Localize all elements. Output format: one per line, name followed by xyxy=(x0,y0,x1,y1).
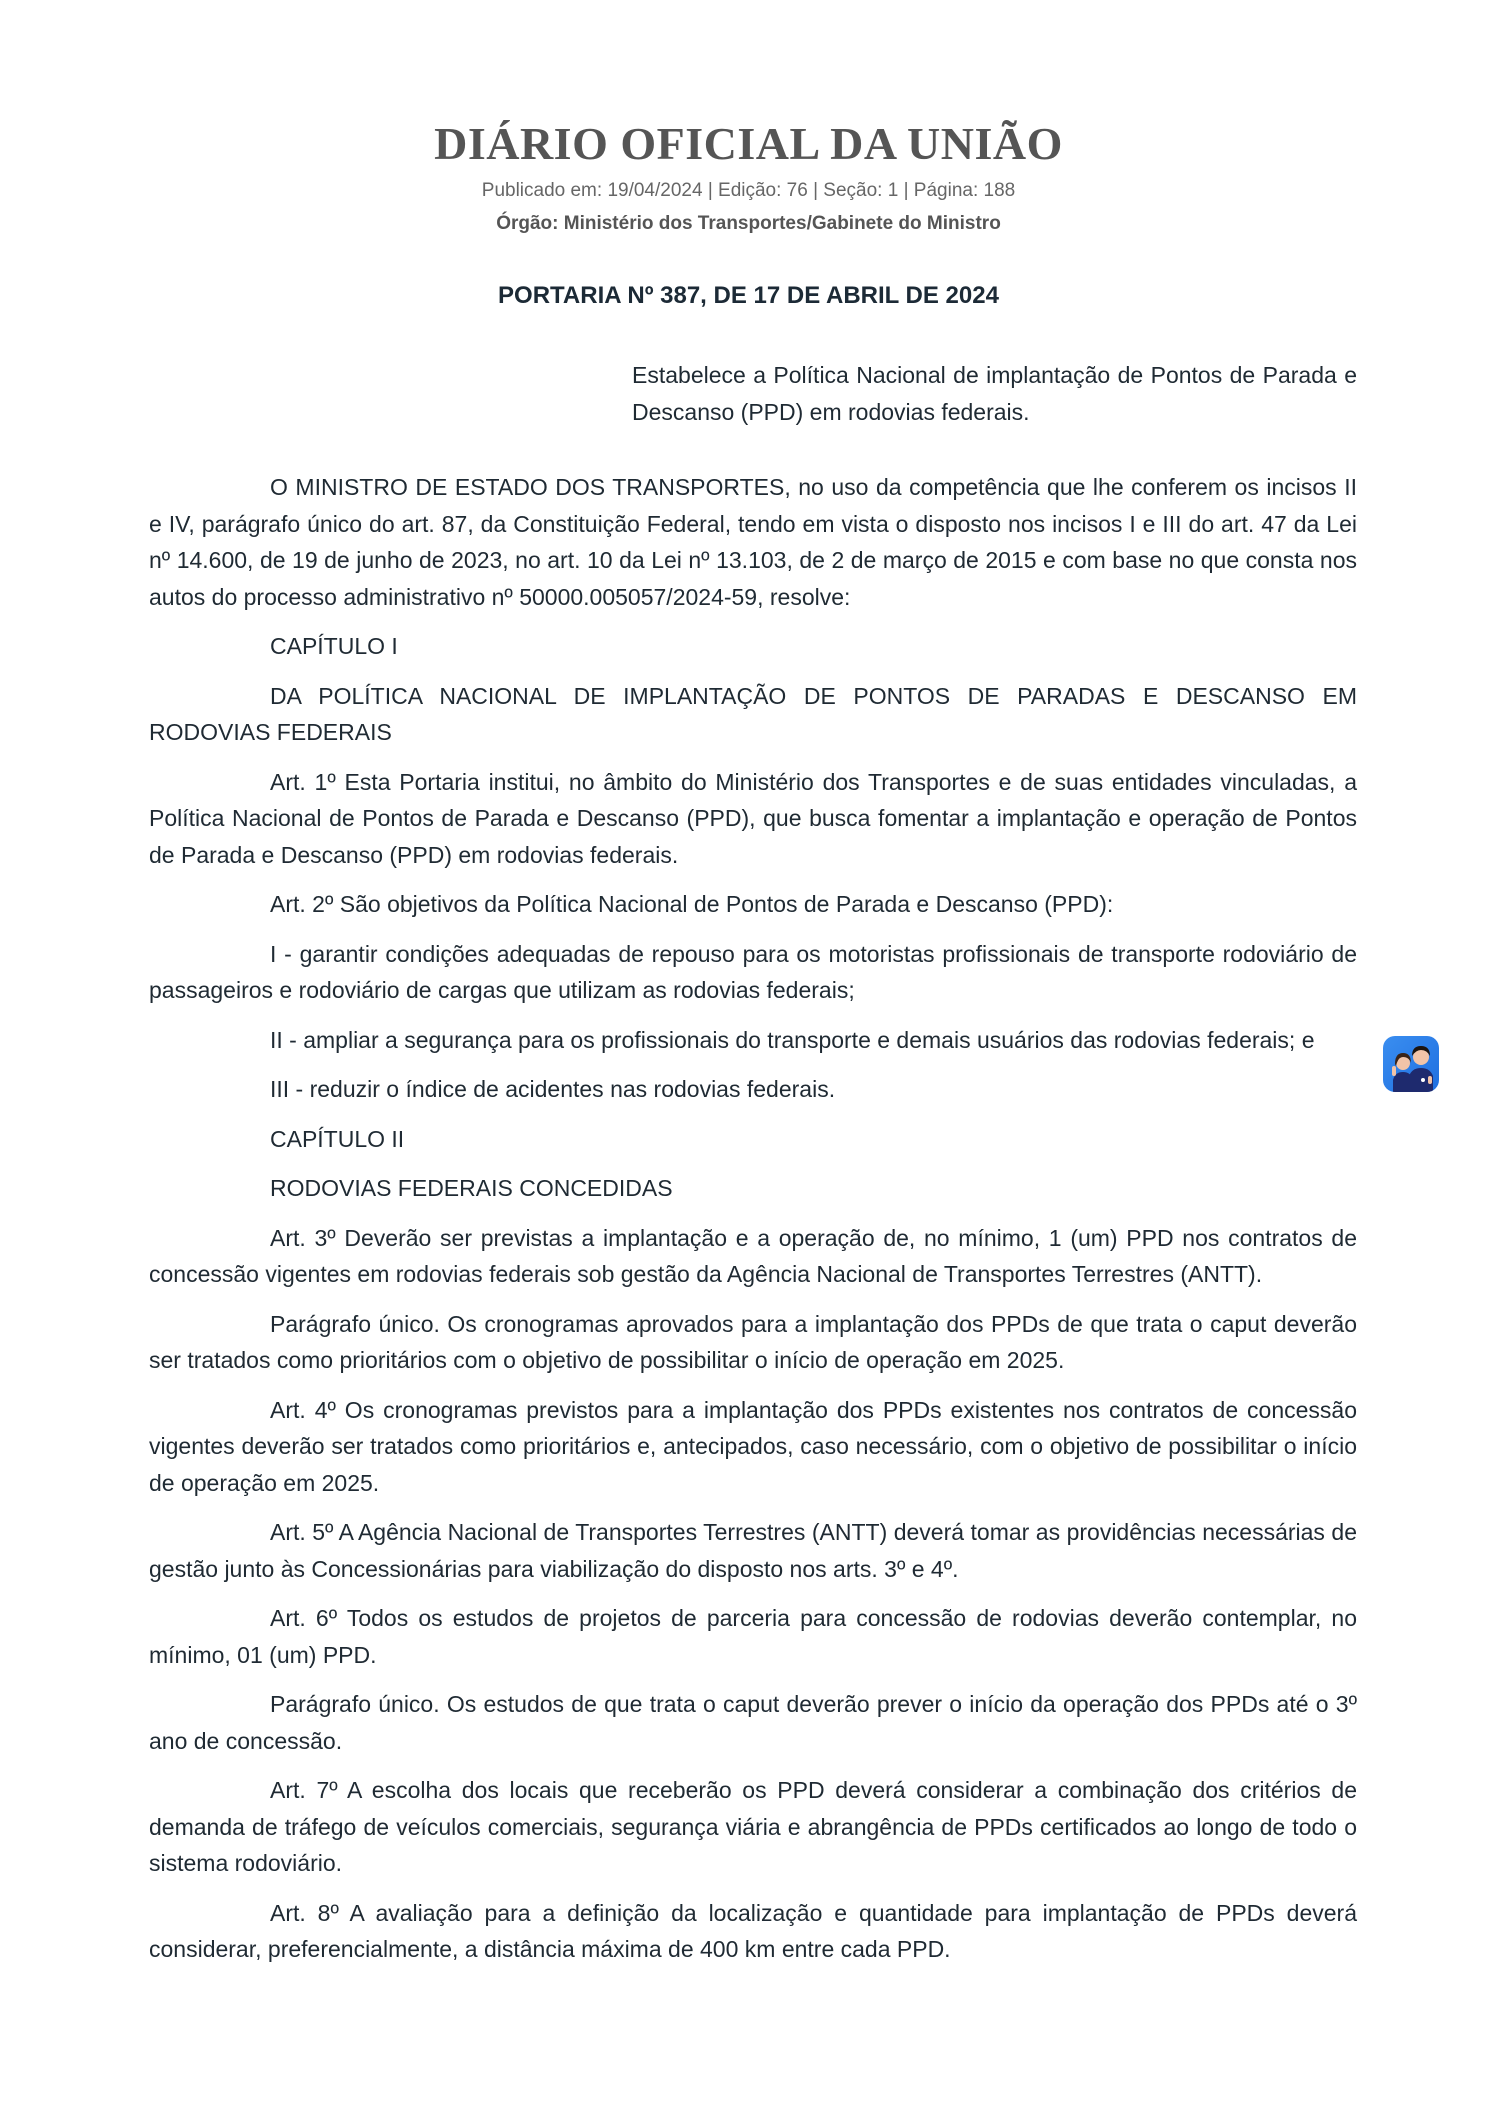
inciso-paragraph: I - garantir condições adequadas de repouso para os motoristas profissionais de transporte rodoviário de passageiros e rodoviário de cargas que utilizam as rodovias federais; xyxy=(149,940,1357,1003)
chapter-heading: CAPÍTULO II xyxy=(270,1125,405,1152)
chapter-title: DA POLÍTICA NACIONAL DE IMPLANTAÇÃO DE PONTOS DE PARADAS E DESCANSO EM RODOVIAS FEDERAIS xyxy=(149,682,1357,745)
document-title: PORTARIA Nº 387, DE 17 DE ABRIL DE 2024 xyxy=(498,282,999,309)
article-paragraph: Art. 6º Todos os estudos de projetos de parceria para concessão de rodovias deverão contemplar, no mínimo, 01 (um) PPD. xyxy=(149,1605,1357,1668)
orgao-label: Órgão: Ministério dos Transportes/Gabinete do Ministro xyxy=(496,213,1001,234)
article-paragraph: Art. 4º Os cronogramas previstos para a implantação dos PPDs existentes nos contratos de concessão vigentes deverão ser tratados como prioritários e, antecipados, caso necessário, com o objetivo de possibilitar o início de operação em 2025. xyxy=(149,1396,1357,1496)
inciso-paragraph: III - reduzir o índice de acidentes nas rodovias federais. xyxy=(270,1076,836,1102)
article-paragraph: Art. 3º Deverão ser previstas a implantação e a operação de, no mínimo, 1 (um) PPD nos contratos de concessão vigentes em rodovias federais sob gestão da Agência Nacional de Transportes Terrestres (ANTT). xyxy=(149,1224,1357,1287)
assistant-widget-button[interactable] xyxy=(1383,1036,1439,1092)
inciso-paragraph: II - ampliar a segurança para os profissionais do transporte e demais usuários das rodovias federais; e xyxy=(270,1026,1315,1053)
publication-info: Publicado em: 19/04/2024 | Edição: 76 | Seção: 1 | Página: 188 xyxy=(481,180,1016,201)
chapter-heading: CAPÍTULO I xyxy=(270,633,398,659)
paragrafo-unico: Parágrafo único. Os cronogramas aprovados para a implantação dos PPDs de que trata o caput deverão ser tratados como prioritários com o objetivo de possibilitar o início de operação em 2025. xyxy=(149,1310,1357,1373)
article-paragraph: Art. 8º A avaliação para a definição da localização e quantidade para implantação de PPDs deverá considerar, preferencialmente, a distância máxima de 400 km entre cada PPD. xyxy=(149,1899,1357,1962)
masthead-title: DIÁRIO OFICIAL DA UNIÃO xyxy=(434,118,1063,169)
article-paragraph: Art. 5º A Agência Nacional de Transportes Terrestres (ANTT) deverá tomar as providências necessárias de gestão junto às Concessionárias para viabilização do disposto nos arts. 3º e 4º. xyxy=(149,1519,1357,1582)
preamble-paragraph: O MINISTRO DE ESTADO DOS TRANSPORTES, no uso da competência que lhe conferem os incisos II e IV, parágrafo único do art. 87, da Constituição Federal, tendo em vista o disposto nos incisos I e III do art. 47 da Lei nº 14.600, de 19 de junho de 2023, no art. 10 da Lei nº 13.103, de 2 de março de 2015 e com base no que consta nos autos do processo administrativo nº 50000.005057/2024-59, resolve: xyxy=(149,474,1357,610)
paragrafo-unico: Parágrafo único. Os estudos de que trata o caput deverão prever o início da operação dos PPDs até o 3º ano de concessão. xyxy=(149,1691,1357,1754)
document-body xyxy=(149,469,1357,1981)
ementa: Estabelece a Política Nacional de implantação de Pontos de Parada e Descanso (PPD) em rodovias federais. xyxy=(632,362,1357,425)
article-paragraph: Art. 7º A escolha dos locais que receberão os PPD deverá considerar a combinação dos critérios de demanda de tráfego de veículos comerciais, segurança viária e abrangência de PPDs certificados ao longo de todo o sistema rodoviário. xyxy=(149,1777,1357,1876)
assistant-avatars-icon xyxy=(1383,1036,1439,1092)
article-paragraph: Art. 1º Esta Portaria institui, no âmbito do Ministério dos Transportes e de suas entidades vinculadas, a Política Nacional de Pontos de Parada e Descanso (PPD), que busca fomentar a implantação e operação de Pontos de Parada e Descanso (PPD) em rodovias federais. xyxy=(149,768,1357,868)
chapter-title: RODOVIAS FEDERAIS CONCEDIDAS xyxy=(270,1175,673,1201)
article-paragraph: Art. 2º São objetivos da Política Nacional de Pontos de Parada e Descanso (PPD): xyxy=(270,891,1114,917)
